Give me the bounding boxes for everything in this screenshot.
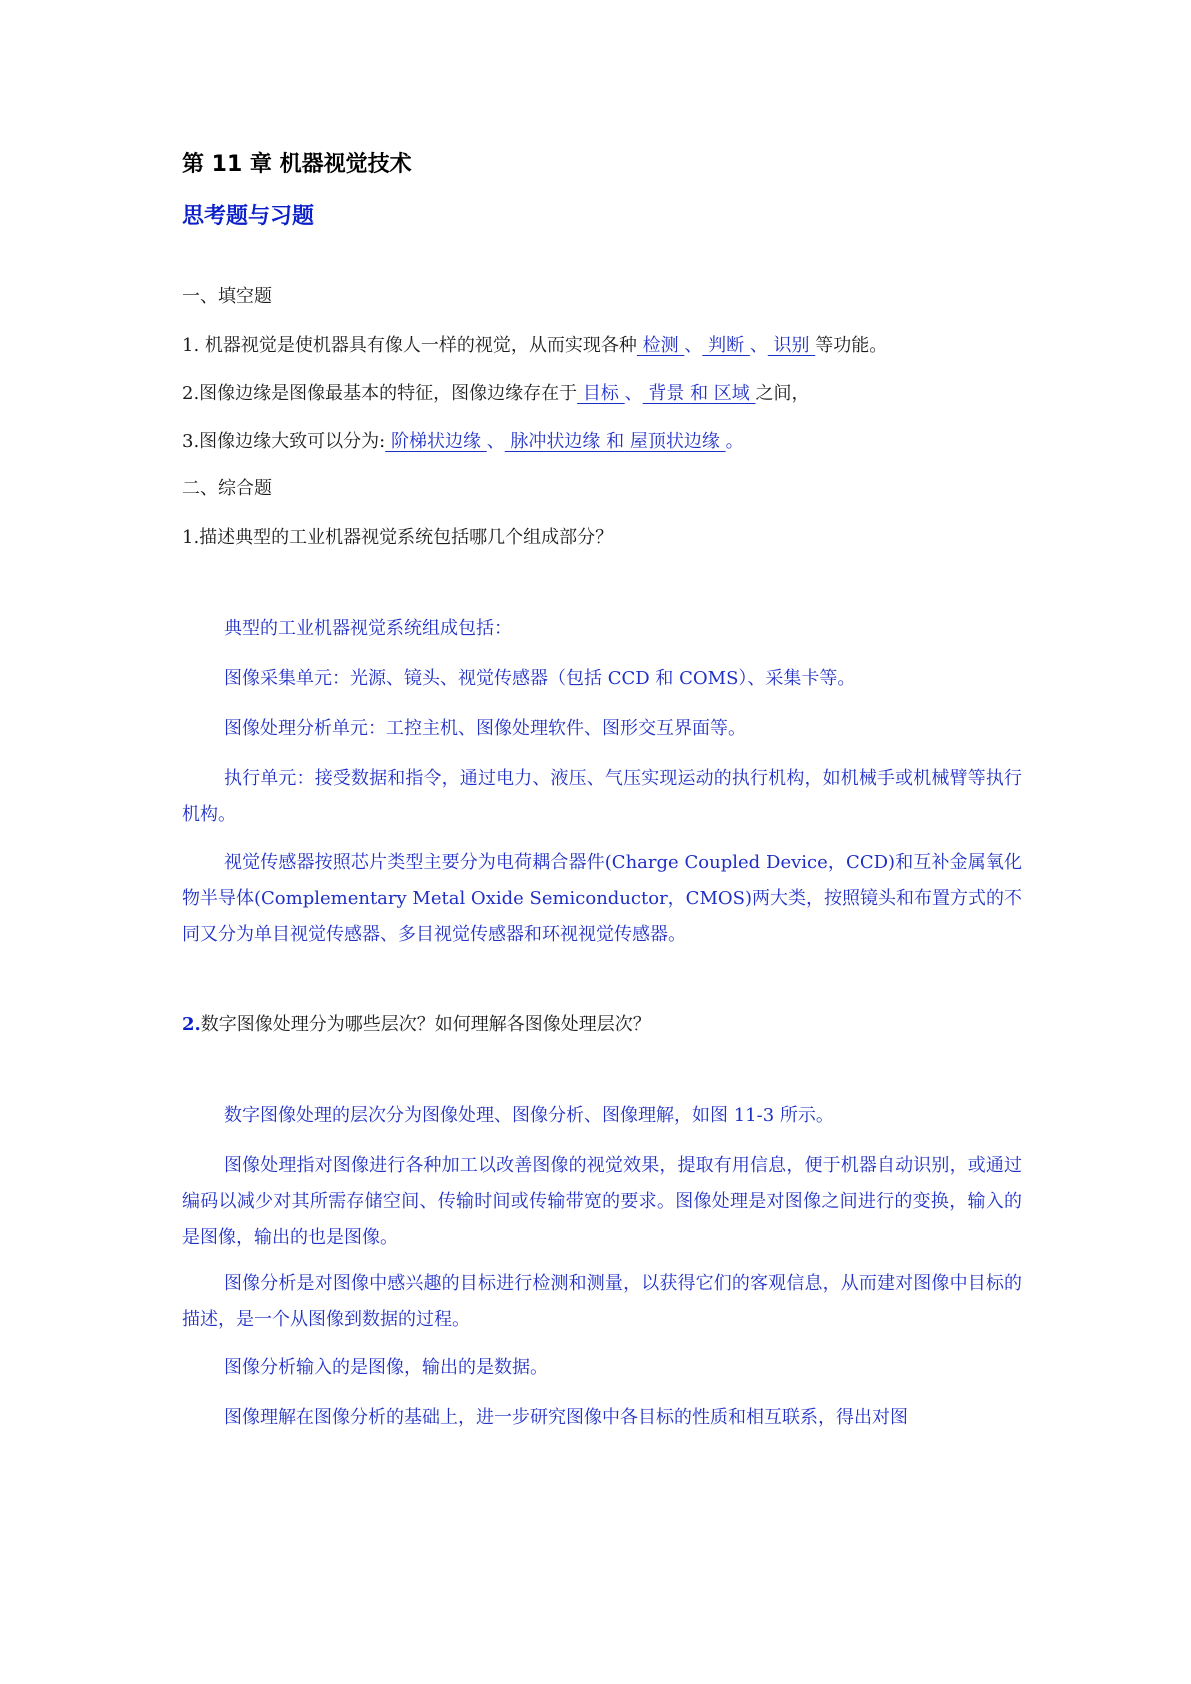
q1-answer-para: 执行单元：接受数据和指令，通过电力、液压、气压实现运动的执行机构，如机械手或机械臂等执行机构。	[182, 768, 1022, 825]
q1-answer-3: 识别	[767, 335, 816, 356]
fill-blank-q1	[182, 335, 887, 357]
q1-answer-para: 图像处理分析单元：工控主机、图像处理软件、图形交互界面等。	[224, 718, 746, 739]
q2-answer-para: 图像分析输入的是图像，输出的是数据。	[224, 1357, 548, 1378]
chapter-title: 第 11 章 机器视觉技术	[182, 152, 412, 177]
q1-answer-para: 典型的工业机器视觉系统组成包括：	[224, 618, 512, 639]
q1-sep-1: 、	[684, 335, 703, 356]
q1-answer-2: 判断	[702, 335, 750, 356]
q3-prefix: 3.图像边缘大致可以分为:	[182, 431, 386, 452]
q3-answer-1: 阶梯状边缘	[385, 431, 487, 452]
q2-question: 数字图像处理分为哪些层次？如何理解各图像处理层次？	[200, 1014, 651, 1035]
q2-answer-para: 数字图像处理的层次分为图像处理、图像分析、图像理解，如图 11-3 所示。	[224, 1105, 834, 1126]
q2-prefix: 2.图像边缘是图像最基本的特征，图像边缘存在于	[182, 383, 578, 404]
comprehensive-heading: 二、综合题	[182, 478, 272, 499]
q2-number: 2.	[182, 1014, 201, 1035]
q2-answer-2: 背景	[642, 383, 691, 404]
q1-suffix: 等功能。	[815, 335, 888, 356]
q3-mid: 和	[606, 431, 625, 452]
q2-mid: 和	[690, 383, 709, 404]
q2-answer-1: 目标	[577, 383, 625, 404]
fill-blank-q2	[182, 383, 810, 405]
comprehensive-q1: 1.描述典型的工业机器视觉系统包括哪几个组成部分？	[182, 527, 614, 548]
q1-answer-para: 图像采集单元：光源、镜头、视觉传感器（包括 CCD 和 COMS）、采集卡等。	[224, 668, 856, 689]
q2-answer-para: 图像理解在图像分析的基础上，进一步研究图像中各目标的性质和相互联系，得出对图	[224, 1407, 908, 1428]
q3-suffix: 。	[725, 431, 744, 452]
q1-answer-para: 视觉传感器按照芯片类型主要分为电荷耦合器件(Charge Coupled Device，CCD)和互补金属氧化物半导体(Complementary Metal Oxide Semiconductor，CMOS)两大类，按照镜头和布置方式的不同又分为单目视觉传感器、多目视觉传感器和环视视觉传感器。	[182, 852, 1022, 945]
q1-sep-2: 、	[749, 335, 768, 356]
q3-answer-3: 屋顶状边缘	[624, 431, 726, 452]
q2-answer-para: 图像分析是对图像中感兴趣的目标进行检测和测量，以获得它们的客观信息，从而建对图像中目标的描述，是一个从图像到数据的过程。	[182, 1273, 1022, 1330]
q2-sep-1: 、	[624, 383, 643, 404]
comprehensive-q2	[182, 1014, 651, 1036]
q2-suffix: 之间，	[755, 383, 810, 404]
q1-prefix: 1. 机器视觉是使机器具有像人一样的视觉，从而实现各种	[182, 335, 637, 356]
fill-blank-q3	[182, 431, 744, 453]
q2-answer-3: 区域	[708, 383, 756, 404]
q2-answer-para: 图像处理指对图像进行各种加工以改善图像的视觉效果，提取有用信息，便于机器自动识别，或通过编码以减少对其所需存储空间、传输时间或传输带宽的要求。图像处理是对图像之间进行的变换，输入的是图像，输出的也是图像。	[182, 1155, 1022, 1248]
section-title: 思考题与习题	[182, 204, 315, 229]
q1-answer-1: 检测	[636, 335, 685, 356]
q3-answer-2: 脉冲状边缘	[504, 431, 607, 452]
fill-blank-heading: 一、填空题	[182, 286, 272, 307]
q3-sep-1: 、	[486, 431, 505, 452]
